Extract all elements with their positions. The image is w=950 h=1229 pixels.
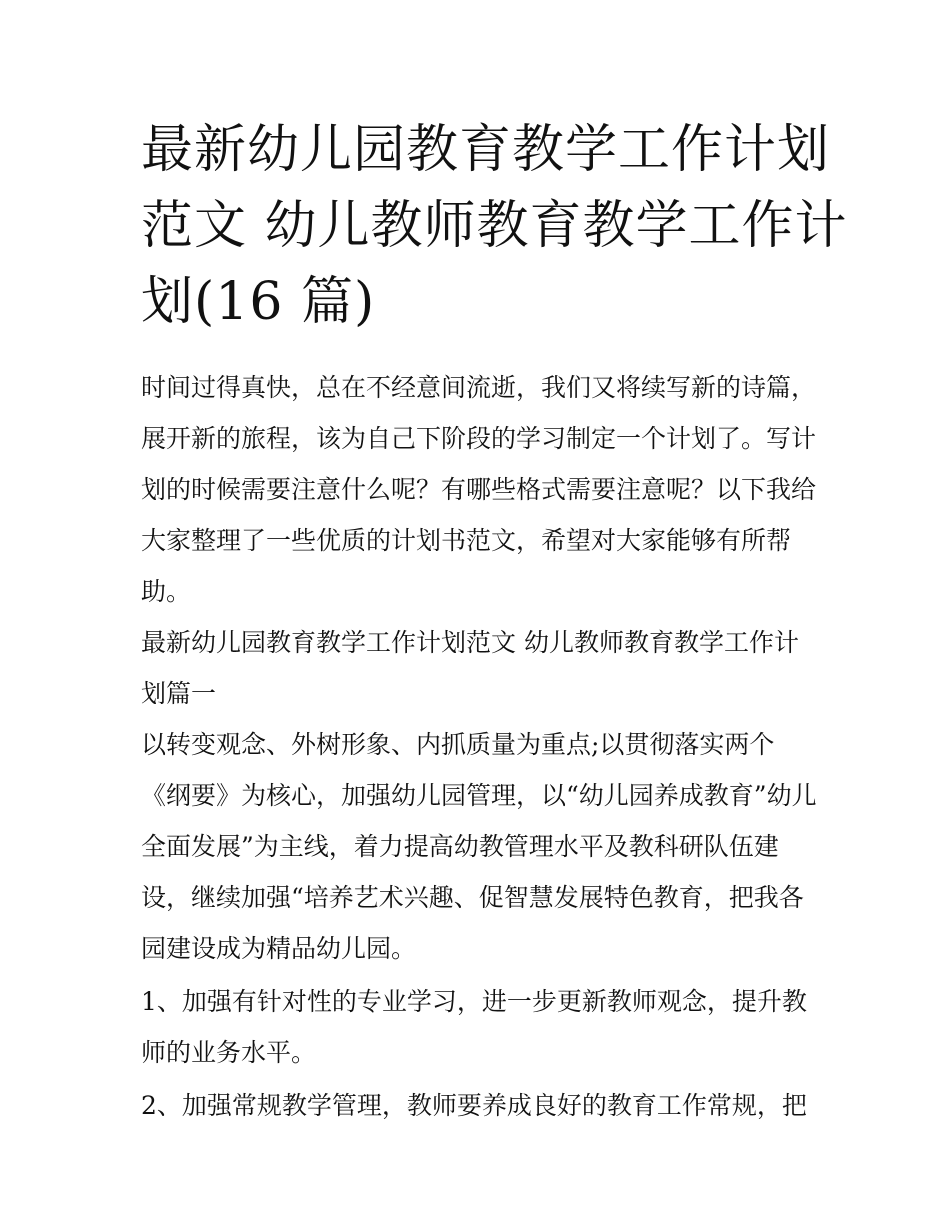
text-line: 划篇一 — [141, 679, 217, 708]
text-line: 以转变观念、外树形象、内抓质量为重点;以贯彻落实两个 — [141, 730, 775, 759]
document-body — [141, 362, 821, 1131]
text-line: 助。 — [141, 577, 192, 606]
text-line: 园建设成为精品幼儿园。 — [141, 934, 417, 963]
text-line: 1、加强有针对性的专业学习，进一步更新教师观念，提升教 — [141, 987, 807, 1016]
section-heading — [141, 617, 821, 719]
text-line: 时间过得真快，总在不经意间流逝，我们又将续写新的诗篇， — [141, 373, 817, 402]
text-line: 设，继续加强“培养艺术兴趣、促智慧发展特色教育，把我各 — [141, 883, 804, 912]
list-item-2 — [141, 1080, 821, 1131]
text-line: 大家整理了一些优质的计划书范文，希望对大家能够有所帮 — [141, 526, 792, 555]
title-line: 划(16 篇) — [141, 272, 376, 332]
text-line: 最新幼儿园教育教学工作计划范文 幼儿教师教育教学工作计 — [141, 628, 799, 657]
title-line: 范文 幼儿教师教育教学工作计 — [141, 196, 848, 256]
text-line: 师的业务水平。 — [141, 1038, 317, 1067]
text-line: 《纲要》为核心，加强幼儿园管理，以“幼儿园养成教育”幼儿 — [141, 781, 817, 810]
document-title — [141, 112, 848, 340]
body-paragraph — [141, 719, 821, 974]
text-line: 2、加强常规教学管理，教师要养成良好的教育工作常规，把 — [141, 1091, 807, 1120]
intro-paragraph — [141, 362, 821, 617]
list-item-1 — [141, 976, 821, 1078]
title-line: 最新幼儿园教育教学工作计划 — [141, 120, 831, 180]
text-line: 全面发展”为主线，着力提高幼教管理水平及教科研队伍建 — [141, 832, 779, 861]
text-line: 划的时候需要注意什么呢？有哪些格式需要注意呢？以下我给 — [141, 475, 817, 504]
text-line: 展开新的旅程，该为自己下阶段的学习制定一个计划了。写计 — [141, 424, 817, 453]
document-page — [141, 112, 848, 1131]
